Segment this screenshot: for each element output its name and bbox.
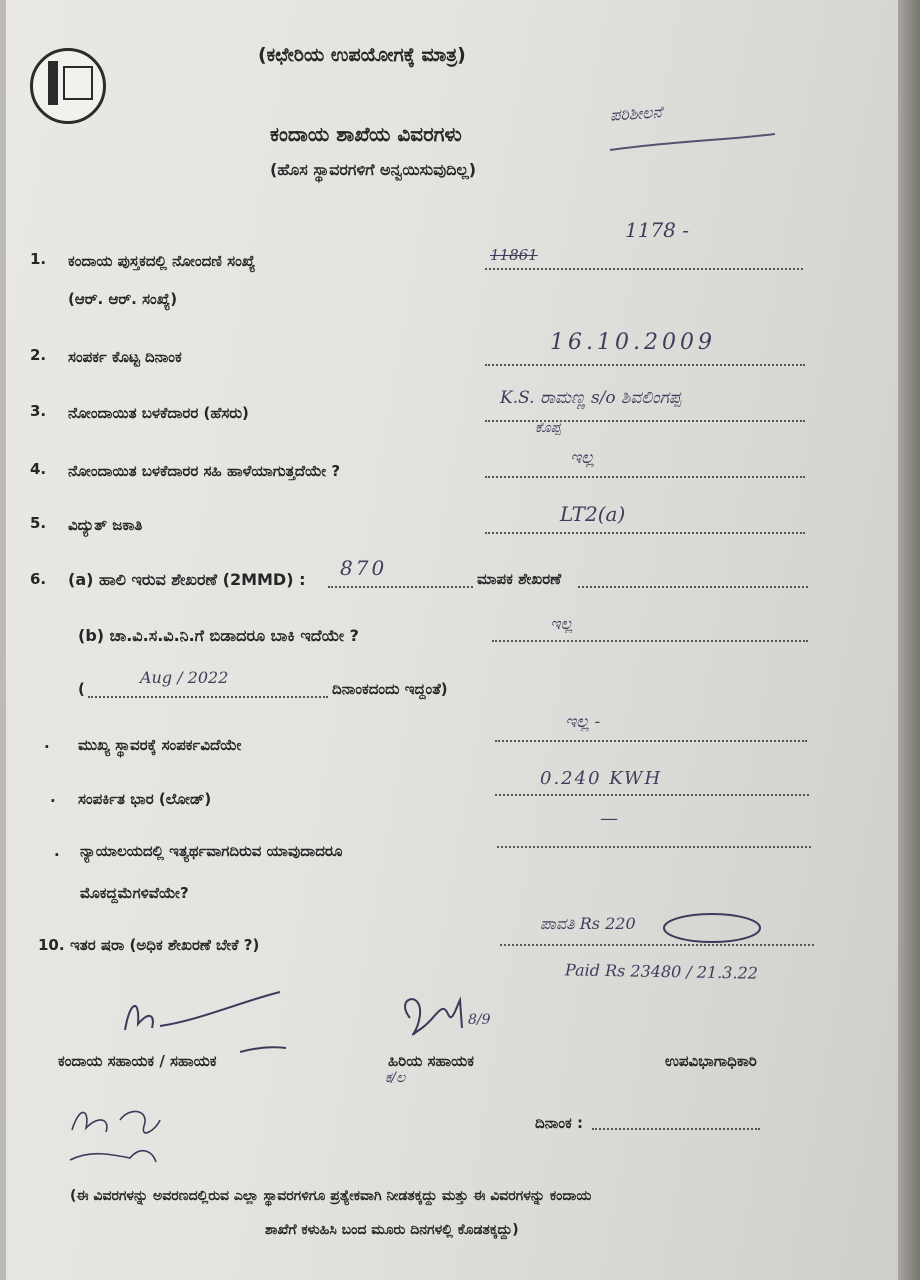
row-2-value: 16.10.2009 — [550, 330, 716, 355]
row-5-line — [485, 532, 805, 534]
row-10-label: ಇತರ ಷರಾ (ಅಧಿಕ ಶೇಖರಣೆ ಬೇಕೆ ?) — [70, 936, 260, 954]
date-label: ದಿನಾಂಕ : — [535, 1114, 583, 1132]
row-4-label: ನೋಂದಾಯಿತ ಬಳಕೆದಾರರ ಸಹಿ ಹಾಳೆಯಾಗುತ್ತದೆಯೇ ? — [68, 462, 341, 480]
row-10-value-line2: Paid Rs 23480 / 21.3.22 — [564, 960, 759, 983]
row-6b-date-line — [88, 696, 328, 698]
row-2-line — [485, 364, 805, 366]
row-3-line — [485, 420, 805, 422]
row-3-value-line2: ಕೊಪ್ಪ — [535, 420, 561, 436]
row-6a-label: (a) ಹಾಲಿ ಇರುವ ಶೇಖರಣೆ (2MMD) : — [68, 570, 306, 589]
row-2-label: ಸಂಪರ್ಕ ಕೊಟ್ಟ ದಿನಾಂಕ — [68, 348, 182, 366]
row-4-line — [485, 476, 805, 478]
row-7-value: ಇಲ್ಲ - — [565, 712, 601, 732]
row-4-number: 4. — [30, 460, 47, 478]
form-subtitle: (ಹೊಸ ಸ್ಥಾವರಗಳಿಗೆ ಅನ್ವಯಿಸುವುದಿಲ್ಲ) — [270, 160, 477, 179]
row-5-label: ವಿದ್ಯುತ್ ಜಕಾತಿ — [68, 516, 143, 534]
row-4-value: ಇಲ್ಲ — [570, 448, 595, 468]
sign-senior-label: ಹಿರಿಯ ಸಹಾಯಕ — [388, 1052, 474, 1070]
row-9-number: . — [54, 842, 60, 860]
row-6-number: 6. — [30, 570, 47, 588]
row-10-circle-mark — [660, 910, 764, 946]
signature-extra — [60, 1100, 190, 1180]
row-9-line — [497, 846, 811, 848]
logo-inner-mark — [63, 66, 93, 100]
row-6a-line — [328, 586, 473, 588]
company-logo — [30, 48, 106, 124]
sign-assistant-label: ಕಂದಾಯ ಸಹಾಯಕ / ಸಹಾಯಕ — [58, 1052, 217, 1070]
row-8-value: 0.240 KWH — [540, 768, 663, 789]
row-6b-label: (b) ಚಾ.ವಿ.ಸ.ವಿ.ನಿ.ಗೆ ಬಿಡಾದರೂ ಬಾಕಿ ಇದೆಯೇ ? — [78, 626, 359, 645]
row-3-value: K.S. ರಾಮಣ್ಣ s/o ಶಿವಲಿಂಗಪ್ಪ — [500, 388, 682, 408]
row-1-label: ಕಂದಾಯ ಪುಸ್ತಕದಲ್ಲಿ ನೋಂದಣಿ ಸಂಖ್ಯೆ — [68, 252, 256, 270]
row-3-number: 3. — [30, 402, 47, 420]
row-10-number: 10. — [38, 936, 65, 954]
row-10-value: ಪಾವತಿ Rs 220 — [540, 914, 636, 933]
row-6a-value: 870 — [340, 556, 388, 580]
office-use-note: (ಕಛೇರಿಯ ಉಪಯೋಗಕ್ಕೆ ಮಾತ್ರ) — [258, 44, 466, 66]
row-8-number: . — [50, 788, 56, 806]
row-1-label-sub: (ಆರ್. ಆರ್. ಸಂಖ್ಯೆ) — [68, 290, 178, 308]
senior-sign-date: 8/9 — [468, 1012, 491, 1028]
page-fold-shadow — [0, 0, 6, 1280]
row-6a-right-label: ಮಾಪಕ ಶೇಖರಣೆ — [477, 570, 562, 588]
row-8-label: ಸಂಪರ್ಕಿತ ಭಾರ (ಲೋಡ್) — [78, 790, 212, 808]
row-5-number: 5. — [30, 514, 47, 532]
date-line — [592, 1128, 760, 1130]
row-1-line — [485, 268, 803, 270]
sign-officer-label: ಉಪವಿಭಾಗಾಧಿಕಾರಿ — [665, 1052, 757, 1070]
row-6b-value: ಇಲ್ಲ — [550, 614, 573, 633]
title-handwritten-underline — [605, 128, 785, 158]
row-7-label: ಮುಖ್ಯ ಸ್ಥಾವರಕ್ಕೆ ಸಂಪರ್ಕವಿದೆಯೇ — [78, 736, 242, 754]
row-9-value: — — [600, 808, 618, 829]
row-6b-date-label: ದಿನಾಂಕದಂದು ಇದ್ದಂತೆ) — [332, 680, 448, 698]
row-6a-right-line — [578, 586, 808, 588]
row-7-line — [495, 740, 807, 742]
row-7-number: . — [44, 734, 50, 752]
row-6b-date-value: Aug / 2022 — [140, 668, 229, 687]
logo-mark — [48, 61, 58, 105]
senior-sign-sub: ಕ/ಲ — [385, 1070, 406, 1086]
row-3-label: ನೋಂದಾಯಿತ ಬಳಕೆದಾರರ (ಹೆಸರು) — [68, 404, 249, 422]
row-2-number: 2. — [30, 346, 47, 364]
row-9-label-sub: ಮೊಕದ್ದಮೆಗಳಿವೆಯೇ? — [80, 884, 189, 902]
form-title: ಕಂದಾಯ ಶಾಖೆಯ ವಿವರಗಳು — [270, 122, 462, 146]
row-1-value: 1178 - — [625, 218, 690, 242]
row-6b-line — [492, 640, 808, 642]
footer-note-line-1: (ಈ ವಿವರಗಳನ್ನು ಅವರಣದಲ್ಲಿರುವ ಎಲ್ಲಾ ಸ್ಥಾವರಗಳಿಗೂ ಪ್ರತ್ಯೇಕವಾಗಿ ನೀಡತಕ್ಕದ್ದು ಮತ್ತು ಈ ವಿವರಗಳನ್ನು ಕಂದಾಯ — [70, 1188, 592, 1204]
row-1-number: 1. — [30, 250, 47, 268]
title-handwritten-note: ಪರಿಶೀಲನೆ — [609, 102, 663, 125]
row-10-line — [500, 944, 814, 946]
row-1-struck-value: 11861 — [490, 246, 538, 264]
row-5-value: LT2(a) — [560, 502, 626, 526]
footer-note-line-2: ಶಾಖೆಗೆ ಕಳುಹಿಸಿ ಬಂದ ಮೂರು ದಿನಗಳಲ್ಲಿ ಕೊಡತಕ್ಕದ್ದು) — [265, 1222, 519, 1238]
row-6b-date-open: ( — [78, 680, 85, 698]
row-8-line — [495, 794, 809, 796]
page-edge-shadow — [898, 0, 920, 1280]
row-9-label: ನ್ಯಾಯಾಲಯದಲ್ಲಿ ಇತ್ಯರ್ಥವಾಗದಿರುವ ಯಾವುದಾದರೂ — [80, 842, 343, 860]
